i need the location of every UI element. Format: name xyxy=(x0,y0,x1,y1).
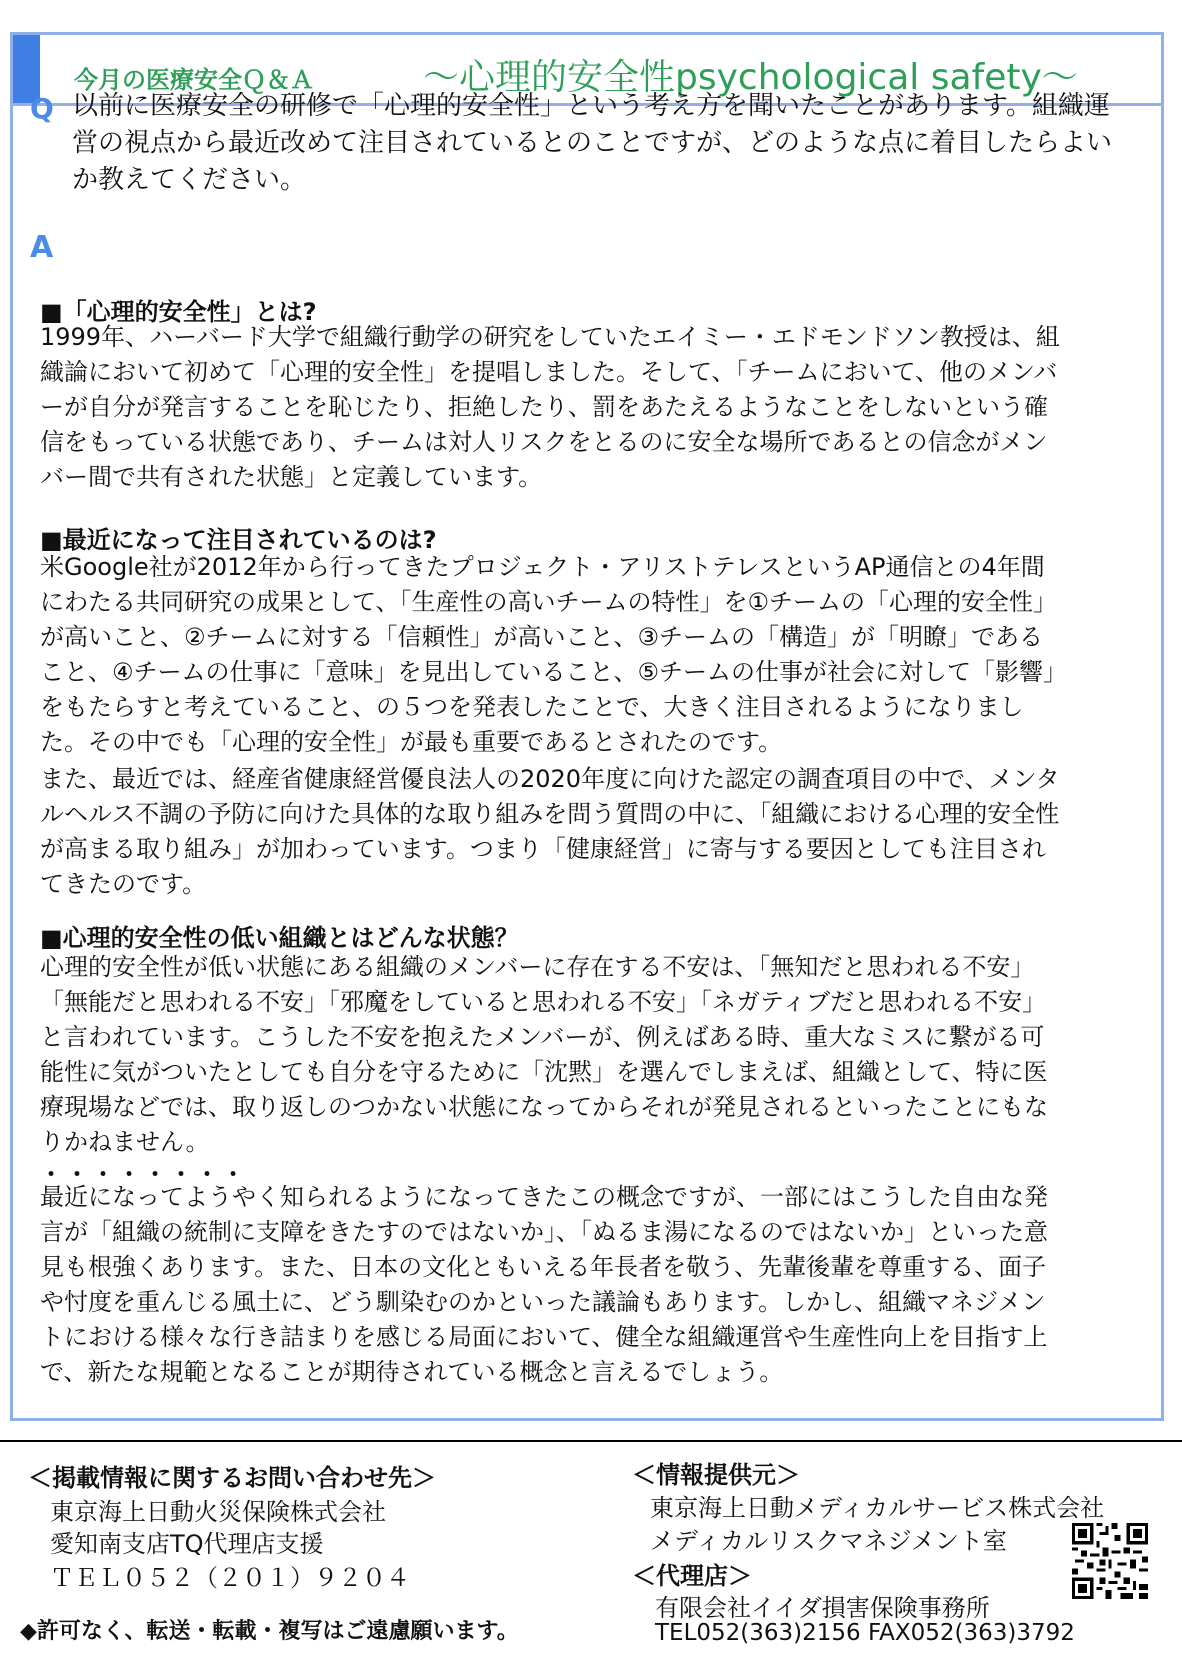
contact-company: 東京海上日動火災保険株式会社 xyxy=(50,1498,386,1526)
copy-notice: ◆許可なく、転送・転載・複写はご遠慮願います。 xyxy=(20,1619,519,1644)
header-title: 今月の医療安全Ｑ＆Ａ xyxy=(74,66,314,94)
provider-heading: ＜情報提供元＞ xyxy=(632,1461,800,1489)
provider-dept: メディカルリスクマネジメント室 xyxy=(650,1527,1007,1555)
section1-heading: ■「心理的安全性」とは? xyxy=(40,298,317,326)
contact-branch: 愛知南支店TQ代理店支援 xyxy=(50,1530,324,1558)
agent-contact: TEL052(363)2156 FAX052(363)3792 xyxy=(655,1620,1075,1646)
question-mark: Q xyxy=(30,92,54,125)
section1-text: 1999年、ハーバード大学で組織行動学の研究をしていたエイミー・エドモンドソン教授は、組織論において初めて「心理的安全性」を提唱しました。そして、「チームにおいて、他のメンバーが自分が発言することを恥じたり、拒絶したり、罰をあたえるようなことをしないという確信をもっている状態であり、チームは対人リスクをとるのに安全な場所であるとの信念がメンバー間で共有された状態」と定義しています。 xyxy=(40,323,1060,491)
provider-company: 東京海上日動メディカルサービス株式会社 xyxy=(650,1494,1105,1522)
ellipsis-dots: ・・・・・・・・ xyxy=(40,1163,249,1188)
section2-heading: ■最近になって注目されているのは? xyxy=(40,526,437,554)
section3-text2: 最近になってようやく知られるようになってきたこの概念ですが、一部にはこうした自由な発言が「組織の統制に支障をきたすのではないか」、「ぬるま湯になるのではないか」といった意見も根強くあります。また、日本の文化ともいえる年長者を敬う、先輩後輩を尊重する、面子や忖度を重んじる風土に、どう馴染むのかといった議論もあります。しかし、組織マネジメントにおける様々な行き詰まりを感じる局面において、健全な組織運営や生産性向上を目指す上で、新たな規範となることが期待されている概念と言えるでしょう。 xyxy=(40,1183,1048,1386)
answer-mark: A xyxy=(30,230,54,265)
header-subtitle: ～心理的安全性psychological safety～ xyxy=(423,57,1078,98)
section2-text1: 米Google社が2012年から行ってきたプロジェクト・アリストテレスというAP通信との4年間にわたる共同研究の成果として、「生産性の高いチームの特性」を①チームの「心理的安全性」が高いこと、②チームに対する「信頼性」が高いこと、③チームの「構造」が「明瞭」であること、④チームの仕事に「意味」を見出していること、⑤チームの仕事が社会に対して「影響」をもたらすと考えていること、の５つを発表したことで、大きく注目されるようになりました。その中でも「心理的安全性」が最も重要であるとされたのです。 xyxy=(40,553,1058,756)
contact-tel: ＴＥＬ０５２（２０１）９２０４ xyxy=(50,1564,410,1592)
qr-code-icon xyxy=(1072,1523,1148,1599)
contact-heading: ＜掲載情報に関するお問い合わせ先＞ xyxy=(28,1464,436,1492)
agent-heading: ＜代理店＞ xyxy=(632,1562,752,1590)
agent-company: 有限会社イイダ損害保険事務所 xyxy=(655,1594,990,1622)
section2-text2: また、最近では、経産省健康経営優良法人の2020年度に向けた認定の調査項目の中で、メンタルヘルス不調の予防に向けた具体的な取り組みを問う質問の中に、「組織における心理的安全性が高まる取り組み」が加わっています。つまり「健康経営」に寄与する要因としても注目されてきたのです。 xyxy=(40,765,1060,898)
footer-divider xyxy=(0,1440,1182,1442)
section3-text1: 心理的安全性が低い状態にある組織のメンバーに存在する不安は、「無知だと思われる不安」「無能だと思われる不安」「邪魔をしていると思われる不安」「ネガティブだと思われる不安」と言われています。こうした不安を抱えたメンバーが、例えばある時、重大なミスに繋がる可能性に気がついたとしても自分を守るために「沈黙」を選んでしまえば、組織として、特に医療現場などでは、取り返しのつかない状態になってからそれが発見されるといったことにもなりかねません。 xyxy=(40,953,1048,1156)
section3-heading: ■心理的安全性の低い組織とはどんな状態？ xyxy=(40,924,519,952)
question-text: 以前に医療安全の研修で「心理的安全性」という考え方を聞いたことがあります。組織運営の視点から最近改めて注目されているとのことですが、どのような点に着目したらよいか教えてください。 xyxy=(72,91,1113,195)
